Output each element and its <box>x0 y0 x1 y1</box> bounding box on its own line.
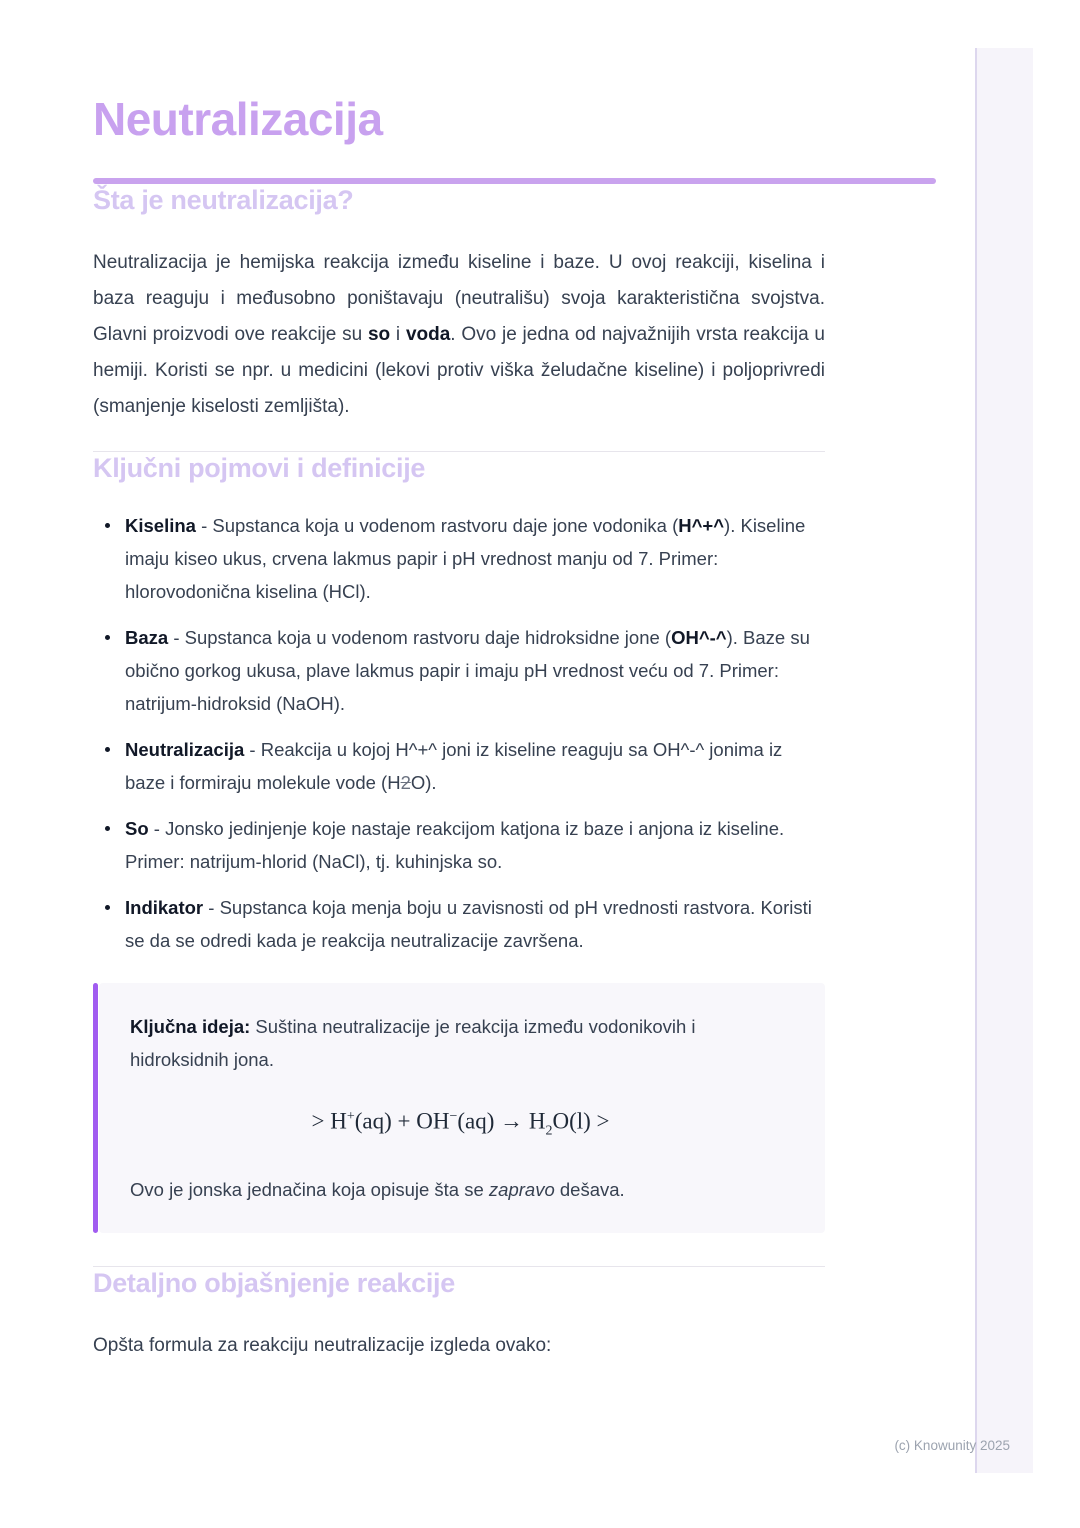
list-item-text: Kiselina - Supstanca koja u vodenom rastvoru daje jone vodonika (H^+^). Kiseline imaju kiseo ukus, crvena lakmus papir i pH vrednost manju od 7. Primer: hlorovodonična kiselina (HCl). <box>125 515 806 602</box>
callout-lead-text: Ključna ideja: Suština neutralizacije je reakcija između vodonikovih i hidroksidnih jona. <box>130 1016 696 1070</box>
document-content <box>93 0 825 1383</box>
list-item <box>93 509 825 608</box>
list-item-text: So - Jonsko jedinjenje koje nastaje reakcijom katjona iz baze i anjona iz kiseline. Primer: natrijum-hlorid (NaCl), tj. kuhinjska so. <box>125 818 785 872</box>
page-title: Neutralizacija <box>93 93 383 145</box>
list-item <box>93 621 825 720</box>
list-item <box>93 733 825 799</box>
section-heading-what-is: Šta je neutralizacija? <box>93 185 354 215</box>
bullet-icon <box>105 747 110 752</box>
list-item <box>93 812 825 878</box>
list-item-text: Neutralizacija - Reakcija u kojoj H^+^ joni iz kiseline reaguju sa OH^-^ jonima iz baze i formiraju molekule vode (H2O). <box>125 739 783 793</box>
callout-body <box>99 983 825 1233</box>
bullet-icon <box>105 826 110 831</box>
copyright-footer: (c) Knowunity 2025 <box>894 1438 1010 1453</box>
bullet-icon <box>105 523 110 528</box>
section-heading-detail: Detaljno objašnjenje reakcije <box>93 1268 455 1299</box>
bullet-icon <box>105 635 110 640</box>
list-item <box>93 891 825 957</box>
list-item-text: Indikator - Supstanca koja menja boju u zavisnosti od pH vrednosti rastvora. Koristi se da se odredi kada je reakcija neutralizacije završena. <box>125 897 812 951</box>
intro-paragraph: Neutralizacija je hemijska reakcija između kiseline i baze. U ovoj reakciji, kiselina i baza reaguju i međusobno poništavaju (neutrališu) svoja karakteristična svojstva. Glavni proizvodi ove reakcije su so i voda. Ovo je jedna od najvažnijih vrsta reakcija u hemiji. Koristi se npr. u medicini (lekovi protiv viška želudačne kiseline) i poljoprivredi (smanjenje kiselosti zemljišta). <box>93 252 825 417</box>
key-terms-list <box>93 509 825 957</box>
key-idea-callout <box>93 983 825 1233</box>
ionic-equation-formula: > $H^+(aq) + OH^-(aq) \to H_2O(l)$ > <box>311 1108 610 1139</box>
detail-intro-paragraph: Opšta formula za reakciju neutralizacije izgleda ovako: <box>93 1335 552 1357</box>
list-item-text: Baza - Supstanca koja u vodenom rastvoru daje hidroksidne jone (OH^-^). Baze su obično gorkog ukusa, plave lakmus papir i imaju pH vrednost veću od 7. Primer: natrijum-hidroksid (NaOH). <box>125 627 810 714</box>
page-scrollbar-track[interactable] <box>975 48 1033 1473</box>
section-heading-key-terms: Ključni pojmovi i definicije <box>93 453 426 483</box>
callout-left-border <box>93 983 98 1233</box>
callout-note-text: Ovo je jonska jednačina koja opisuje šta se zapravo dešava. <box>130 1179 625 1201</box>
bullet-icon <box>105 905 110 910</box>
